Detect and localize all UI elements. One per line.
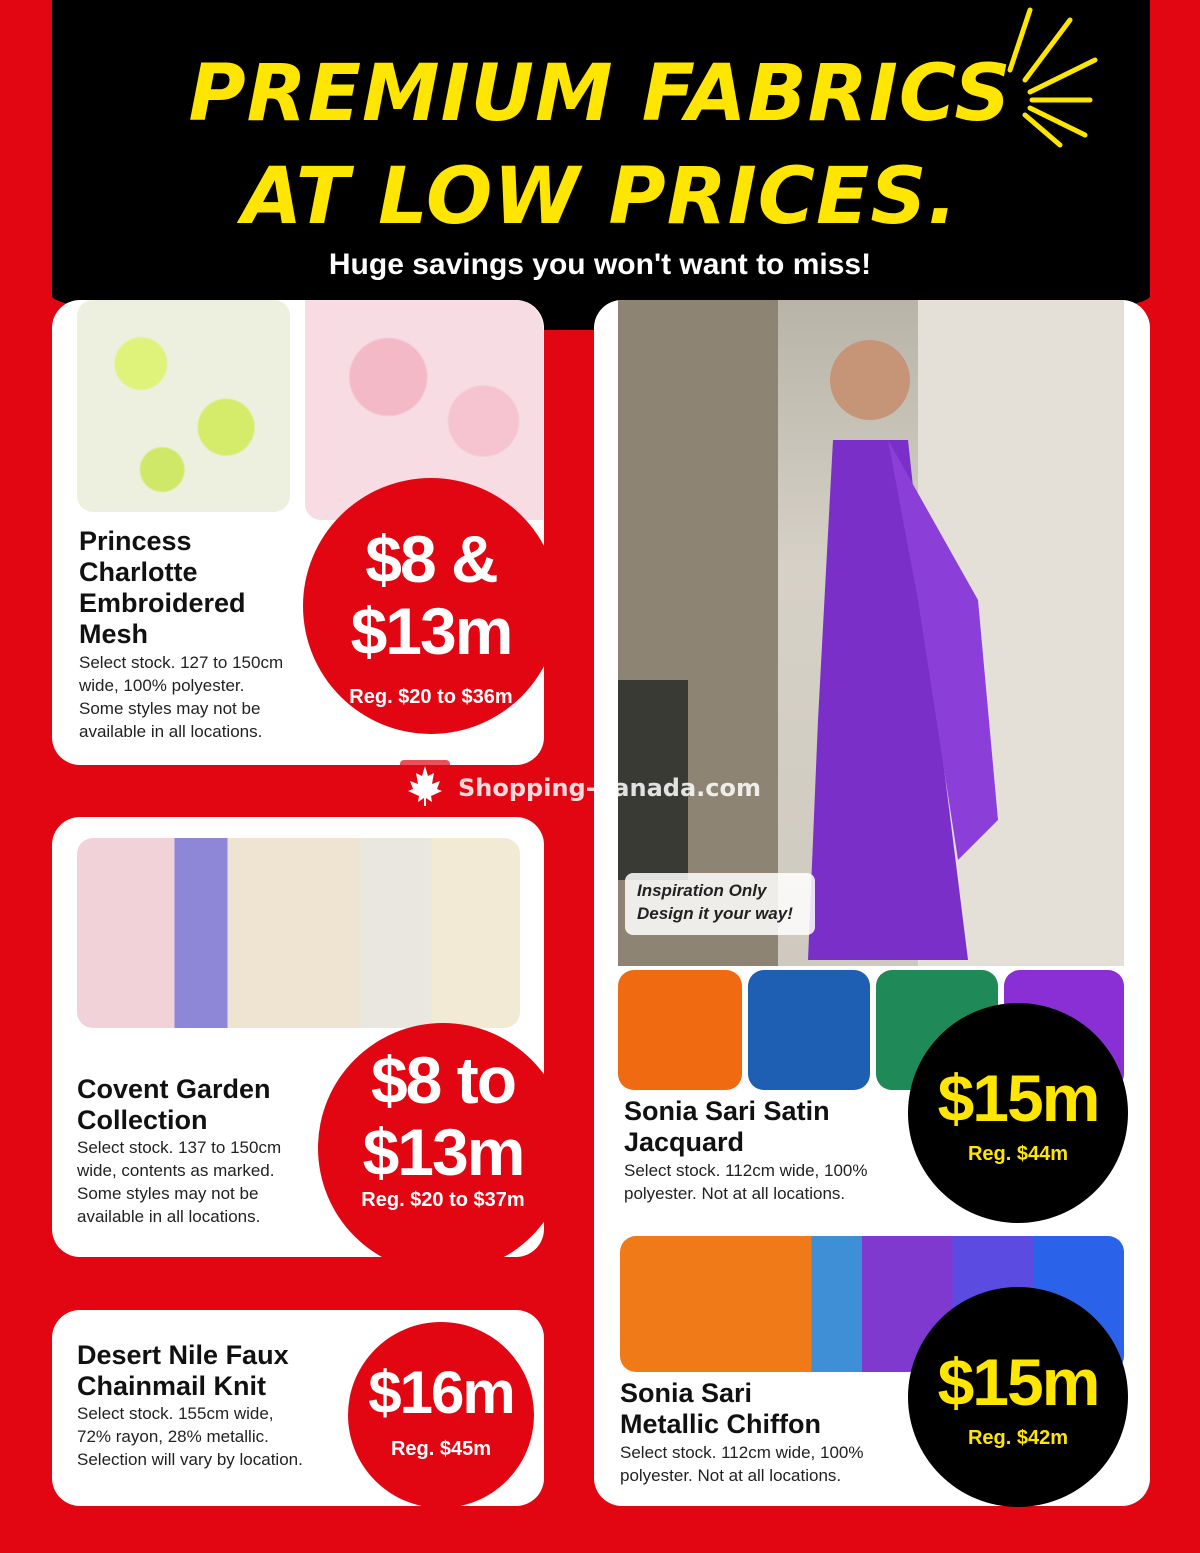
description-line: Select stock. 112cm wide, 100% xyxy=(620,1443,864,1462)
price-line-2: $13m xyxy=(362,1115,524,1189)
description-line: available in all locations. xyxy=(77,1207,261,1226)
regular-price: Reg. $20 to $36m xyxy=(349,686,513,708)
swatch-blue xyxy=(748,970,870,1090)
product-name-desert xyxy=(77,1340,289,1402)
name-line: Jacquard xyxy=(624,1127,745,1157)
name-line: Mesh xyxy=(79,619,149,649)
name-line: Desert Nile Faux xyxy=(77,1340,289,1370)
price: $15m xyxy=(937,1345,1099,1419)
description-line: Select stock. 127 to 150cm xyxy=(79,653,284,672)
watermark xyxy=(400,760,820,810)
inspiration-note xyxy=(625,873,815,935)
model-photo-purple-sari xyxy=(618,300,1124,966)
fabric-photo-floral-rolls xyxy=(77,838,520,1028)
name-line: Sonia Sari Satin xyxy=(624,1096,830,1126)
regular-price: Reg. $20 to $37m xyxy=(361,1189,525,1211)
description-line: Some styles may not be xyxy=(77,1184,259,1203)
price-line-2: $13m xyxy=(350,594,512,668)
regular-price: Reg. $45m xyxy=(390,1438,492,1460)
description-line: wide, contents as marked. xyxy=(77,1161,275,1180)
regular-price: Reg. $42m xyxy=(967,1427,1069,1449)
headline-line-1: PREMIUM FABRICS xyxy=(188,49,1012,139)
price-badge-satin xyxy=(908,1003,1128,1223)
description-line: 72% rayon, 28% metallic. xyxy=(77,1427,269,1446)
product-description-satin xyxy=(624,1159,867,1205)
inspiration-line-2: Design it your way! xyxy=(637,904,793,923)
fabric-photo-green-mesh xyxy=(77,300,290,512)
product-description-covent xyxy=(77,1136,281,1228)
product-description-desert xyxy=(77,1402,303,1471)
price-line-1: $8 & xyxy=(365,522,497,596)
price-badge-princess xyxy=(303,478,559,734)
maple-leaf-icon xyxy=(400,760,450,810)
watermark-text: Shopping-Canada.com xyxy=(458,774,761,802)
inspiration-line-1: Inspiration Only xyxy=(637,881,767,900)
product-description-chiffon xyxy=(620,1441,863,1487)
price-line-1: $8 to xyxy=(370,1043,516,1117)
description-line: polyester. Not at all locations. xyxy=(620,1466,842,1485)
description-line: wide, 100% polyester. xyxy=(79,676,245,695)
name-line: Covent Garden xyxy=(77,1074,271,1104)
product-name-princess xyxy=(79,526,246,650)
product-description-princess xyxy=(79,651,283,743)
swatch-orange xyxy=(618,970,742,1090)
product-name-chiffon xyxy=(620,1378,821,1440)
price-badge-desert xyxy=(348,1322,534,1508)
description-line: Select stock. 112cm wide, 100% xyxy=(624,1161,868,1180)
name-line: Metallic Chiffon xyxy=(620,1409,821,1439)
sari-figure-icon xyxy=(618,300,1124,966)
name-line: Charlotte xyxy=(79,557,198,587)
product-name-covent xyxy=(77,1074,271,1136)
headline-line-2: AT LOW PRICES. xyxy=(241,152,959,242)
description-line: available in all locations. xyxy=(79,722,263,741)
regular-price: Reg. $44m xyxy=(967,1143,1069,1165)
price-badge-chiffon xyxy=(908,1287,1128,1507)
name-line: Chainmail Knit xyxy=(77,1371,267,1401)
price: $15m xyxy=(937,1061,1099,1135)
description-line: Selection will vary by location. xyxy=(77,1450,303,1469)
name-line: Collection xyxy=(77,1105,208,1135)
name-line: Princess xyxy=(79,526,192,556)
description-line: Select stock. 137 to 150cm xyxy=(77,1138,282,1157)
name-line: Sonia Sari xyxy=(620,1378,753,1408)
price: $16m xyxy=(368,1359,514,1426)
product-name-satin xyxy=(624,1096,830,1158)
description-line: Select stock. 155cm wide, xyxy=(77,1404,274,1423)
description-line: polyester. Not at all locations. xyxy=(624,1184,846,1203)
description-line: Some styles may not be xyxy=(79,699,261,718)
price-badge-covent xyxy=(318,1023,568,1273)
name-line: Embroidered xyxy=(79,588,246,618)
subheadline: Huge savings you won't want to miss! xyxy=(328,248,872,281)
